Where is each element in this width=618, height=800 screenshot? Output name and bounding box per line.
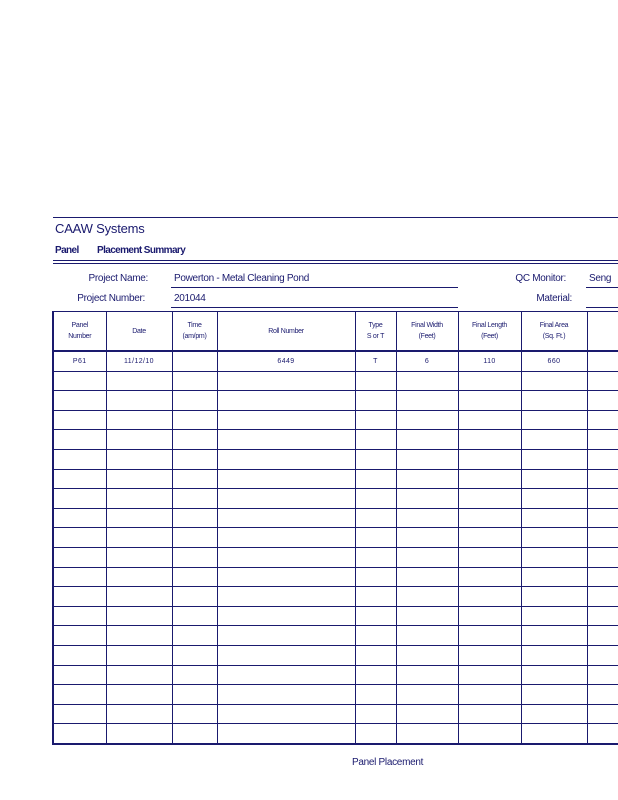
table-cell[interactable] [106,685,172,705]
qc-monitor-underline [586,287,618,288]
table-cell[interactable] [355,626,396,646]
table-cell[interactable] [458,469,521,489]
table-cell[interactable] [396,410,458,430]
table-cell[interactable]: 6 [396,351,458,371]
table-cell[interactable] [587,430,618,450]
table-cell[interactable] [587,645,618,665]
column-header [587,312,618,352]
table-cell[interactable] [53,606,106,626]
table-cell[interactable] [587,528,618,548]
table-row [53,567,618,587]
table-cell[interactable] [53,449,106,469]
table-cell[interactable] [521,704,587,724]
table-cell[interactable] [458,391,521,411]
table-cell[interactable] [217,449,355,469]
table-cell[interactable] [53,645,106,665]
table-cell[interactable] [587,371,618,391]
table-cell[interactable] [587,410,618,430]
report-subtitle-summary: Placement Summary [97,245,186,256]
table-cell[interactable] [217,587,355,607]
table-cell[interactable] [172,547,217,567]
column-header-text: (Sq. Ft.) [542,333,566,340]
table-cell[interactable] [172,606,217,626]
column-header-text: (am/pm) [182,333,207,340]
table-cell[interactable] [172,587,217,607]
column-header-text: S or T [366,333,385,340]
table-cell[interactable] [355,567,396,587]
table-cell[interactable] [521,469,587,489]
table-cell[interactable] [53,371,106,391]
table-cell[interactable] [396,489,458,509]
table-row [53,449,618,469]
footer-label: Panel Placement [352,757,424,768]
table-cell[interactable] [53,704,106,724]
table-cell[interactable] [458,606,521,626]
table-cell[interactable] [53,685,106,705]
table-cell[interactable] [106,724,172,744]
table-cell[interactable]: 6449 [217,351,355,371]
table-cell[interactable] [396,704,458,724]
table-cell[interactable] [355,508,396,528]
table-cell[interactable] [53,391,106,411]
table-cell[interactable] [521,724,587,744]
table-cell[interactable] [172,645,217,665]
table-cell[interactable] [53,724,106,744]
table-cell[interactable] [458,547,521,567]
table-cell[interactable] [355,665,396,685]
table-cell[interactable] [396,665,458,685]
column-header-text: Roll Number [268,327,304,335]
table-row [53,351,618,371]
table-cell[interactable] [396,371,458,391]
table-cell[interactable] [217,645,355,665]
table-row [53,587,618,607]
table-row [53,685,618,705]
table-cell[interactable] [458,508,521,528]
table-header-row [53,312,618,352]
table-cell[interactable] [217,665,355,685]
project-number-value: 201044 [174,293,206,304]
table-cell[interactable] [355,371,396,391]
table-row [53,469,618,489]
table-cell[interactable] [396,430,458,450]
table-cell[interactable] [587,469,618,489]
table-cell[interactable] [521,449,587,469]
column-header [355,312,396,352]
table-cell[interactable] [172,685,217,705]
table-cell[interactable] [458,704,521,724]
table-cell[interactable] [217,371,355,391]
table-cell[interactable] [458,587,521,607]
table-row [53,430,618,450]
table-row [53,508,618,528]
column-header [521,312,587,352]
table-cell[interactable] [521,547,587,567]
project-name-value: Powerton - Metal Cleaning Pond [174,273,309,284]
table-cell[interactable] [458,410,521,430]
table-cell[interactable] [396,547,458,567]
table-cell[interactable] [53,567,106,587]
table-cell[interactable] [355,587,396,607]
company-name: CAAW Systems [55,221,145,236]
table-cell[interactable]: 11/12/10 [106,351,172,371]
table-cell[interactable] [396,685,458,705]
table-cell[interactable] [396,508,458,528]
table-cell[interactable] [587,547,618,567]
table-cell[interactable] [172,724,217,744]
table-cell[interactable] [587,449,618,469]
table-cell[interactable] [172,626,217,646]
table-cell[interactable] [53,587,106,607]
table-cell[interactable] [587,587,618,607]
table-row [53,724,618,744]
table-row [53,606,618,626]
table-cell[interactable] [396,626,458,646]
table-row [53,371,618,391]
table-cell[interactable] [458,528,521,548]
table-cell[interactable] [587,665,618,685]
table-cell[interactable] [217,724,355,744]
table-cell[interactable] [521,410,587,430]
table-cell[interactable] [172,489,217,509]
table-cell[interactable] [217,626,355,646]
table-cell[interactable] [217,528,355,548]
column-header [172,312,217,352]
table-cell[interactable] [106,606,172,626]
table-cell[interactable] [217,489,355,509]
qc-monitor-label: QC Monitor: [515,273,566,284]
column-header-text: Number [68,333,92,340]
table-cell[interactable] [172,665,217,685]
table-cell[interactable] [172,449,217,469]
column-header-text: Panel [71,322,88,329]
table-cell[interactable] [217,567,355,587]
table-cell[interactable] [53,430,106,450]
table-cell[interactable] [587,489,618,509]
table-cell[interactable] [458,371,521,391]
table-cell[interactable] [106,626,172,646]
project-number-underline [171,307,458,308]
table-cell[interactable] [355,724,396,744]
table-cell[interactable] [521,626,587,646]
column-header [217,312,355,352]
table-cell[interactable] [53,410,106,430]
table-cell[interactable] [355,606,396,626]
table-cell[interactable] [587,351,618,371]
table-cell[interactable] [106,528,172,548]
table-cell[interactable] [217,685,355,705]
placement-table [52,311,618,745]
table-cell[interactable] [355,685,396,705]
table-cell[interactable] [521,645,587,665]
table-cell[interactable] [521,371,587,391]
table-cell[interactable] [521,508,587,528]
table-cell[interactable] [587,567,618,587]
project-number-label: Project Number: [77,293,145,304]
table-cell[interactable] [106,587,172,607]
table-cell[interactable] [355,645,396,665]
table-cell[interactable] [172,351,217,371]
table-cell[interactable] [521,567,587,587]
table-cell[interactable] [217,410,355,430]
table-cell[interactable] [396,645,458,665]
column-header-text: Final Area [539,322,569,329]
column-header-text: Final Width [411,322,443,329]
table-cell[interactable] [458,665,521,685]
table-cell[interactable] [53,626,106,646]
table-cell[interactable] [106,547,172,567]
table-cell[interactable] [521,665,587,685]
column-header [53,312,106,352]
table-cell[interactable] [53,547,106,567]
table-cell[interactable] [587,704,618,724]
table-cell[interactable] [587,391,618,411]
table-row [53,489,618,509]
table-body [53,351,618,744]
table-cell[interactable] [106,391,172,411]
table-cell[interactable] [355,391,396,411]
table-cell[interactable] [396,567,458,587]
column-header-text: Date [132,327,146,335]
table-cell[interactable] [53,469,106,489]
table-row [53,528,618,548]
table-row [53,645,618,665]
table-cell[interactable] [53,508,106,528]
table-cell[interactable] [172,528,217,548]
project-name-underline [171,287,458,288]
table-cell[interactable] [355,704,396,724]
table-cell[interactable] [396,469,458,489]
table-row [53,665,618,685]
table-cell[interactable] [106,704,172,724]
project-name-label: Project Name: [88,273,148,284]
table-cell[interactable] [587,626,618,646]
table-row [53,704,618,724]
table-cell[interactable] [172,508,217,528]
table-cell[interactable] [217,704,355,724]
table-cell[interactable] [172,430,217,450]
table-cell[interactable] [172,391,217,411]
table-cell[interactable] [355,469,396,489]
table-cell[interactable]: 660 [521,351,587,371]
table-cell[interactable] [355,449,396,469]
table-cell[interactable] [458,449,521,469]
table-cell[interactable] [396,587,458,607]
table-cell[interactable] [106,430,172,450]
table-cell[interactable] [106,665,172,685]
table-cell[interactable] [521,528,587,548]
table-cell[interactable]: P61 [53,351,106,371]
table-cell[interactable] [355,410,396,430]
table-cell[interactable] [458,645,521,665]
header-rule-2 [53,263,618,264]
table-cell[interactable] [458,724,521,744]
table-cell[interactable] [396,449,458,469]
table-cell[interactable] [521,489,587,509]
table-cell[interactable] [396,528,458,548]
table-cell[interactable] [53,665,106,685]
table-cell[interactable]: T [355,351,396,371]
table-cell[interactable] [396,391,458,411]
table-cell[interactable] [106,449,172,469]
column-header [106,312,172,352]
table-cell[interactable] [172,567,217,587]
table-cell[interactable] [172,410,217,430]
table-row [53,547,618,567]
table-cell[interactable] [217,508,355,528]
column-header-text: (Feet) [418,333,436,340]
table-cell[interactable] [458,430,521,450]
table-cell[interactable] [217,606,355,626]
table-row [53,410,618,430]
table-cell[interactable] [521,606,587,626]
table-cell[interactable] [587,606,618,626]
table-cell[interactable] [587,685,618,705]
table-cell[interactable] [53,528,106,548]
material-underline [586,307,618,308]
column-header-text: Final Length [472,322,507,329]
table-cell[interactable] [217,547,355,567]
table-cell[interactable] [355,547,396,567]
header-rule-1 [53,260,618,261]
column-header-text: (Feet) [481,333,498,340]
table-cell[interactable] [458,489,521,509]
table-cell[interactable] [106,410,172,430]
table-cell[interactable] [106,469,172,489]
table-cell[interactable] [521,430,587,450]
table-cell[interactable] [53,489,106,509]
table-cell[interactable] [172,371,217,391]
table-row [53,391,618,411]
table-cell[interactable] [521,391,587,411]
table-cell[interactable] [355,489,396,509]
qc-monitor-value: Seng [589,273,612,284]
table-cell[interactable] [396,724,458,744]
column-header-text: Type [368,322,383,329]
column-header [396,312,458,352]
table-cell[interactable] [587,724,618,744]
material-label: Material: [536,293,572,304]
table-cell[interactable] [458,685,521,705]
top-rule [53,217,618,218]
table-cell[interactable] [217,430,355,450]
table-cell[interactable] [106,508,172,528]
table-cell[interactable] [521,587,587,607]
table-cell[interactable] [106,645,172,665]
table-cell[interactable] [587,508,618,528]
table-cell[interactable] [172,704,217,724]
table-cell[interactable] [396,606,458,626]
table-cell[interactable] [458,626,521,646]
table-cell[interactable] [172,469,217,489]
column-header [458,312,521,352]
table-cell[interactable] [355,430,396,450]
table-cell[interactable] [458,567,521,587]
table-cell[interactable] [355,528,396,548]
table-cell[interactable]: 110 [458,351,521,371]
table-cell[interactable] [106,567,172,587]
table-cell[interactable] [106,489,172,509]
table-cell[interactable] [217,391,355,411]
column-header-text: Time [187,322,202,329]
table-row [53,626,618,646]
report-subtitle-panel: Panel [55,245,79,256]
table-cell[interactable] [106,371,172,391]
table-cell[interactable] [217,469,355,489]
table-cell[interactable] [521,685,587,705]
